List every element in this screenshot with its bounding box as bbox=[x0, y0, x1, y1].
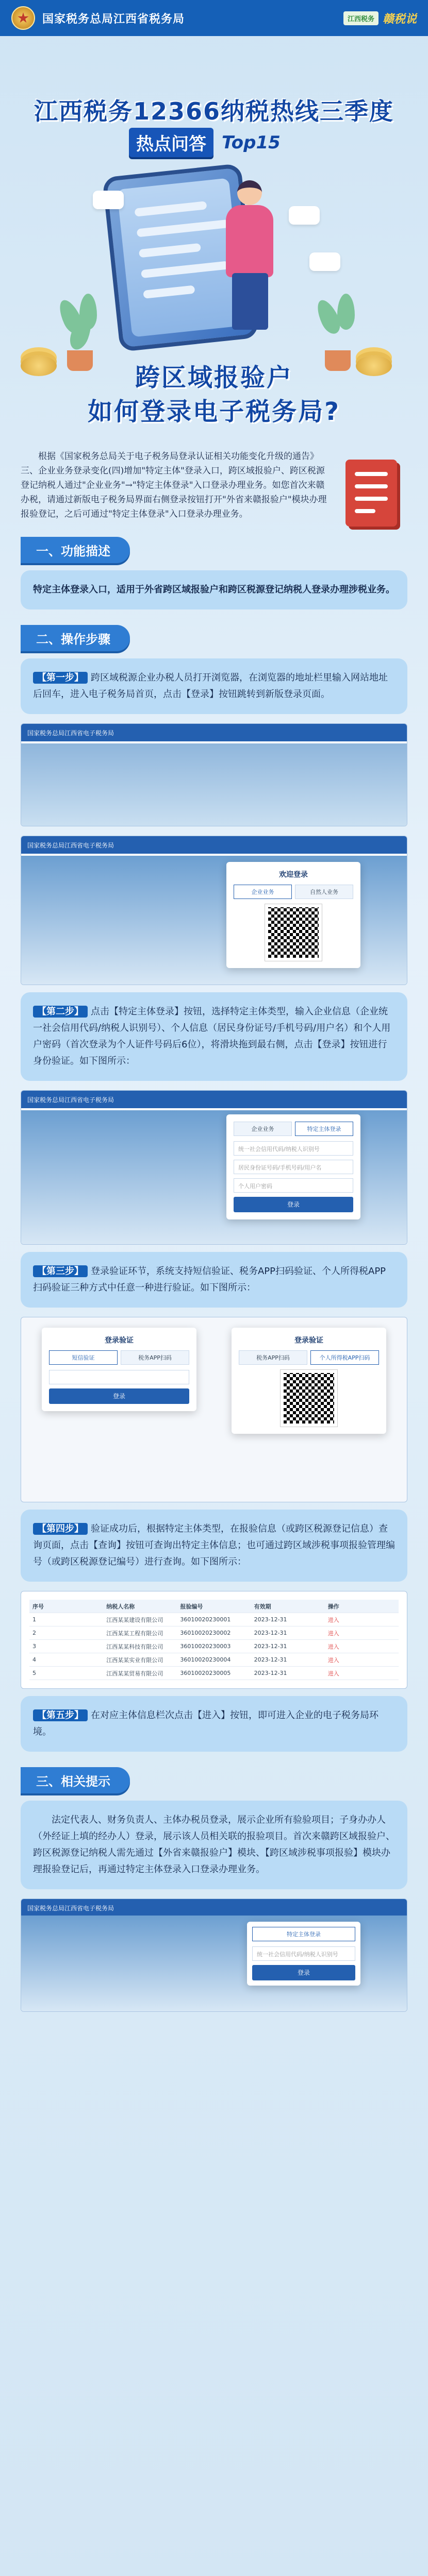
special-login-tabs bbox=[234, 1122, 353, 1136]
function-card bbox=[21, 570, 407, 609]
tab-verify-app-2[interactable]: 税务APP扫码 bbox=[239, 1350, 307, 1365]
verify-title-2: 登录验证 bbox=[294, 1336, 323, 1345]
question-line-2: 如何登录电子税务局? bbox=[88, 397, 340, 426]
tab-verify-sms[interactable]: 短信验证 bbox=[49, 1350, 118, 1365]
step-2-card bbox=[21, 992, 407, 1081]
step-4-text: 验证成功后，根据特定主体类型，在报验信息（或跨区税源登记信息）查询页面，点击【查询】按钮可查询出特定主体信息；也可通过跨区域涉税事项报验管理编号（或跨区税源登记编号）进行查询。如下图所示： bbox=[33, 1523, 395, 1567]
intro-text: 根据《国家税务总局关于电子税务局登录认证相关功能变化升级的通告》三、企业业务登录变化(四)增加"特定主体"登录入口，跨区域报验户、跨区税源登记纳税人通过"企业业务"→"特定主体登录"入口登录办理业务。如您首次来赣办税，请通过新版电子税务局界面右侧登录按钮打开"外省来赣报验户"模块办理报验登记，之后可通过"特定主体登录"入口登录办理业务。 bbox=[21, 451, 327, 519]
cell: 江西某某工程有限公司 bbox=[106, 1630, 163, 1637]
hot-qa-badge bbox=[129, 128, 281, 157]
cell: 36010020230004 bbox=[180, 1656, 231, 1663]
cell: 36010020230005 bbox=[180, 1670, 231, 1676]
tab-special-2[interactable]: 特定主体登录 bbox=[252, 1927, 355, 1941]
step-1-text: 跨区域税源企业办税人员打开浏览器，在浏览器的地址栏里输入网站地址后回车，进入电子税务局首页，点击【登录】按钮跳转到新版登录页面。 bbox=[33, 672, 388, 700]
table-row bbox=[29, 1613, 399, 1626]
verify-panel-sms bbox=[42, 1328, 196, 1411]
table-row bbox=[29, 1640, 399, 1653]
cell: 3 bbox=[32, 1643, 36, 1650]
tips-screenshot bbox=[21, 1899, 407, 2012]
step-3-label: 【第三步】 bbox=[33, 1265, 88, 1277]
cell: 2023-12-31 bbox=[254, 1656, 287, 1663]
tips-card bbox=[21, 1801, 407, 1889]
brand-logos bbox=[343, 10, 417, 26]
credit-code-input[interactable]: 统一社会信用代码/纳税人识别号 bbox=[234, 1141, 353, 1156]
brand-logo: 赣税说 bbox=[382, 12, 417, 26]
question-title bbox=[0, 361, 428, 429]
th-2: 报验编号 bbox=[180, 1603, 203, 1610]
tab-individual[interactable]: 自然人业务 bbox=[295, 885, 353, 899]
verify-screenshot bbox=[21, 1317, 407, 1502]
step-3-text: 登录验证环节，系统支持短信验证、税务APP扫码验证、个人所得税APP扫码验证三种方式中任意一种进行验证。如下图所示： bbox=[33, 1266, 386, 1293]
id-input[interactable]: 居民身份证号码/手机号码/用户名 bbox=[234, 1160, 353, 1174]
plant-icon bbox=[315, 294, 361, 371]
hot-label: 热点问答 bbox=[129, 128, 213, 157]
tips-header: 国家税务总局江西省电子税务局 bbox=[21, 1899, 407, 1917]
tab-enterprise-2[interactable]: 企业业务 bbox=[234, 1122, 292, 1136]
brand-tag: 江西税务 bbox=[343, 11, 378, 25]
step-2-text: 点击【特定主体登录】按钮，选择特定主体类型，输入企业信息（企业统一社会信用代码/纳税人识别号）、个人信息（居民身份证号/手机号码/用户名）和个人用户密码（首次登录为个人证件号码后6位），将滑块拖到最右侧，点击【登录】按钮进行身份验证。如下图所示： bbox=[33, 1006, 391, 1066]
query-screenshot bbox=[21, 1591, 407, 1689]
cell: 4 bbox=[32, 1656, 36, 1663]
function-text: 特定主体登录入口，适用于外省跨区域报验户和跨区税源登记纳税人登录办理涉税业务。 bbox=[33, 584, 395, 595]
section-steps-title: 二、操作步骤 bbox=[21, 625, 130, 651]
special-login-screenshot bbox=[21, 1090, 407, 1245]
portal-header: 国家税务总局江西省电子税务局 bbox=[21, 724, 407, 741]
cell: 1 bbox=[32, 1616, 36, 1623]
cell: 36010020230002 bbox=[180, 1630, 231, 1636]
step-1-card bbox=[21, 658, 407, 714]
cell: 2023-12-31 bbox=[254, 1643, 287, 1650]
table-header bbox=[29, 1600, 399, 1613]
verify-panel-qr bbox=[232, 1328, 386, 1434]
login-button[interactable]: 登录 bbox=[234, 1197, 353, 1212]
step-4-card bbox=[21, 1510, 407, 1582]
table-row bbox=[29, 1626, 399, 1640]
query-table bbox=[21, 1591, 407, 1688]
tax-emblem-icon bbox=[11, 6, 35, 30]
tab-verify-tax[interactable]: 个人所得税APP扫码 bbox=[310, 1350, 379, 1365]
tips-login-button[interactable]: 登录 bbox=[252, 1965, 355, 1980]
cell: 36010020230003 bbox=[180, 1643, 231, 1650]
chat-bubble-icon bbox=[289, 206, 320, 225]
th-1: 纳税人名称 bbox=[106, 1603, 135, 1610]
special-login-panel bbox=[226, 1114, 360, 1219]
step-5-card bbox=[21, 1696, 407, 1752]
table-row bbox=[29, 1667, 399, 1680]
cell: 5 bbox=[32, 1670, 36, 1676]
th-3: 有效期 bbox=[254, 1603, 271, 1610]
cell: 2 bbox=[32, 1630, 36, 1636]
chat-bubble-icon bbox=[309, 252, 340, 271]
step-5-label: 【第五步】 bbox=[33, 1709, 88, 1721]
tips-text: 法定代表人、财务负责人、主体办税员登录，展示企业所有验验项目；子身办办人（外经证上填的经办人）登录，展示该人员相关联的报验项目。首次来赣跨区域报验户、跨区税源登记纳税人需先通过【外省来赣报验户】模块、【跨区域涉税事项报验】模块办理报验登记后，再通过特定主体登录入口登录办理业务。 bbox=[33, 1815, 395, 1875]
hero-banner bbox=[0, 36, 428, 407]
step-3-card bbox=[21, 1252, 407, 1308]
tab-enterprise[interactable]: 企业业务 bbox=[234, 885, 292, 899]
enter-link[interactable]: 进入 bbox=[327, 1643, 339, 1650]
section-function-title: 一、功能描述 bbox=[21, 537, 130, 563]
enter-link[interactable]: 进入 bbox=[327, 1656, 339, 1664]
step-1-label: 【第一步】 bbox=[33, 672, 88, 684]
step-4-label: 【第四步】 bbox=[33, 1523, 88, 1535]
th-4: 操作 bbox=[327, 1603, 339, 1610]
qr-code-icon bbox=[265, 904, 322, 961]
chat-bubble-icon bbox=[93, 191, 124, 209]
cell: 2023-12-31 bbox=[254, 1630, 287, 1636]
verify-tabs bbox=[49, 1350, 189, 1365]
enter-link[interactable]: 进入 bbox=[327, 1670, 339, 1677]
document-icon bbox=[345, 460, 397, 527]
cell: 江西某某贸易有限公司 bbox=[106, 1670, 163, 1677]
enter-link[interactable]: 进入 bbox=[327, 1630, 339, 1637]
login-title: 欢迎登录 bbox=[279, 871, 308, 879]
plant-icon bbox=[57, 294, 103, 371]
login-header: 国家税务总局江西省电子税务局 bbox=[21, 836, 407, 854]
cell: 36010020230001 bbox=[180, 1616, 231, 1623]
login-screenshot bbox=[21, 836, 407, 985]
hero-title: 江西税务12366纳税热线三季度 bbox=[34, 97, 394, 125]
cell: 江西某某实业有限公司 bbox=[106, 1656, 163, 1664]
tips-tabs bbox=[252, 1927, 355, 1941]
sms-code-input[interactable] bbox=[49, 1370, 189, 1384]
verify-login-button[interactable]: 登录 bbox=[49, 1388, 189, 1404]
top-bar bbox=[0, 0, 428, 36]
login-panel bbox=[226, 862, 360, 968]
tips-login-panel bbox=[247, 1922, 360, 1986]
portal-screenshot bbox=[21, 723, 407, 826]
cell: 江西某某建设有限公司 bbox=[106, 1616, 163, 1623]
verify-tabs-2 bbox=[239, 1350, 379, 1365]
login-tabs bbox=[234, 885, 353, 899]
person-illustration-icon bbox=[211, 180, 284, 335]
table-row bbox=[29, 1653, 399, 1667]
bureau-name: 国家税务总局江西省税务局 bbox=[42, 12, 185, 26]
password-input[interactable]: 个人用户密码 bbox=[234, 1178, 353, 1193]
verify-title: 登录验证 bbox=[105, 1336, 134, 1345]
cell: 江西某某科技有限公司 bbox=[106, 1643, 163, 1650]
enter-link[interactable]: 进入 bbox=[327, 1616, 339, 1623]
question-line-1: 跨区域报验户 bbox=[135, 363, 293, 392]
step-5-text: 在对应主体信息栏次点击【进入】按钮，即可进入企业的电子税务局环境。 bbox=[33, 1710, 378, 1737]
cell: 2023-12-31 bbox=[254, 1670, 287, 1676]
tips-credit-input[interactable]: 统一社会信用代码/纳税人识别号 bbox=[252, 1946, 355, 1961]
th-0: 序号 bbox=[32, 1603, 44, 1610]
cell: 2023-12-31 bbox=[254, 1616, 287, 1623]
intro-block bbox=[21, 449, 407, 521]
tab-verify-app[interactable]: 税务APP扫码 bbox=[121, 1350, 189, 1365]
top-label: Top15 bbox=[222, 132, 281, 153]
section-tips-title: 三、相关提示 bbox=[21, 1767, 130, 1793]
special-login-header: 国家税务总局江西省电子税务局 bbox=[21, 1091, 407, 1108]
tab-special[interactable]: 特定主体登录 bbox=[295, 1122, 353, 1136]
step-2-label: 【第二步】 bbox=[33, 1006, 88, 1018]
verify-qr-code-icon bbox=[281, 1370, 337, 1427]
